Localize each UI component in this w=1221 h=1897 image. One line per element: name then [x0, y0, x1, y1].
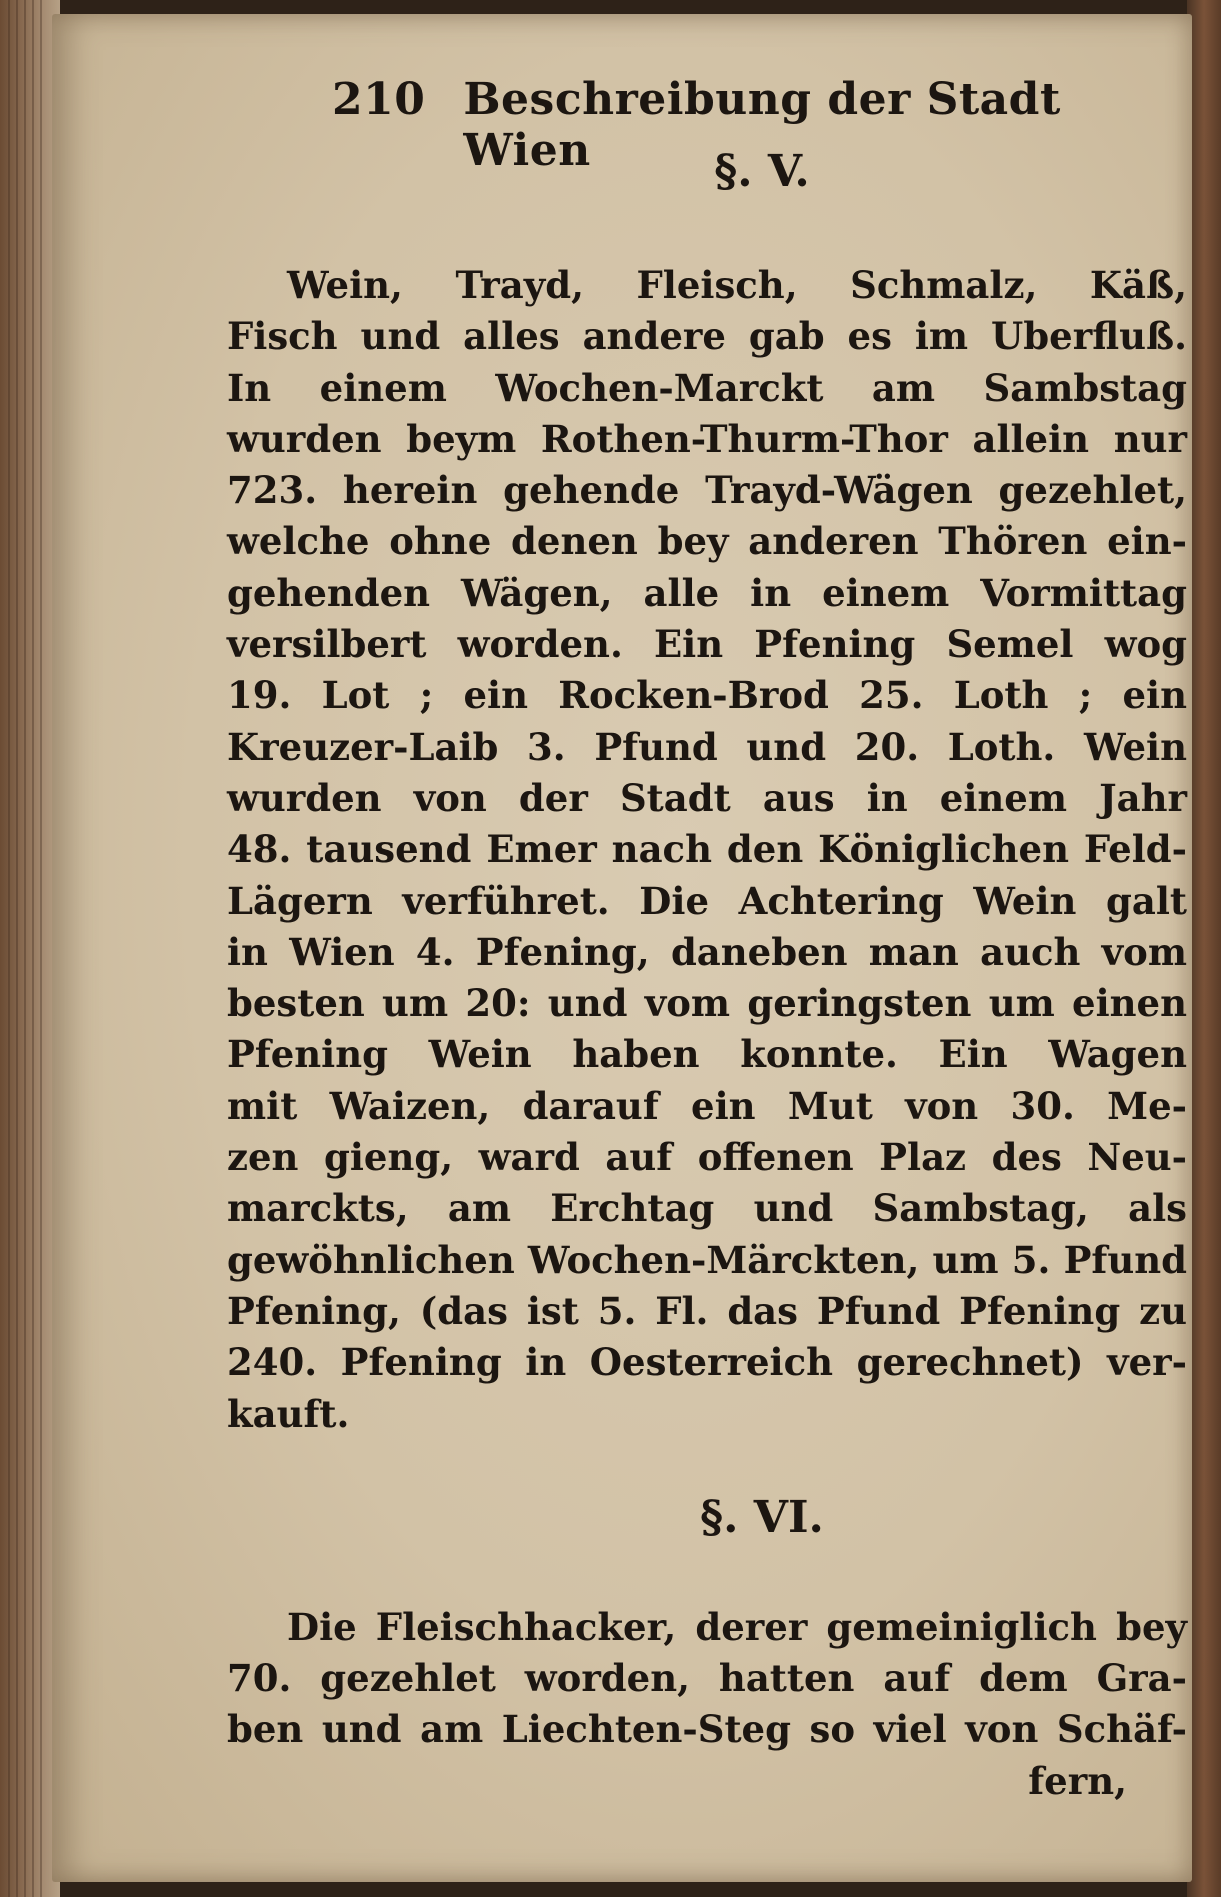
text-line: 723. herein gehende Trayd-Wägen gezehlet, [227, 468, 1187, 513]
text-line: Wein, Trayd, Fleisch, Schmalz, Käß, [287, 263, 1187, 307]
text-line: Kreuzer-Laib 3. Pfund und 20. Loth. Wein [227, 724, 1187, 769]
text-line: Die Fleischhacker, derer gemeiniglich bey [287, 1604, 1187, 1649]
paragraph-section-vi [227, 1602, 1187, 1807]
text-line: Fisch und alles andere gab es im Uberfluß. [227, 314, 1187, 359]
text-line: In einem Wochen-Marckt am Sambstag [227, 365, 1187, 410]
text-line: gehenden Wägen, alle in einem Vormittag [227, 570, 1187, 615]
section-heading-v: §. V. [714, 146, 810, 197]
text-line: 48. tausend Emer nach den Königlichen Feld- [227, 827, 1187, 872]
text-line: mit Waizen, darauf ein Mut von 30. Me- [227, 1083, 1187, 1128]
text-line: 240. Pfening in Oesterreich gerechnet) ver- [227, 1340, 1187, 1385]
running-title: Beschreibung der Stadt Wien [463, 74, 1061, 176]
text-line: Pfening, (das ist 5. Fl. das Pfund Pfening zu [227, 1288, 1187, 1333]
text-line: 70. gezehlet worden, hatten auf dem Gra- [227, 1656, 1187, 1701]
text-line: Lägern verführet. Die Achtering Wein galt [227, 878, 1187, 923]
text-line: ben und am Liechten-Steg so viel von Schäf- [227, 1707, 1187, 1752]
text-line: versilbert worden. Ein Pfening Semel wog [227, 622, 1187, 667]
text-line: welche ohne denen bey anderen Thören ein- [227, 519, 1187, 564]
page [52, 14, 1192, 1882]
book-cover-edge [1187, 0, 1221, 1897]
text-line: gewöhnlichen Wochen-Märckten, um 5. Pfund [227, 1237, 1187, 1282]
catchword: fern, [1028, 1758, 1127, 1803]
running-header [332, 74, 1187, 176]
text-line: zen gieng, ward auf offenen Plaz des Neu- [227, 1135, 1187, 1180]
text-line: kauft. [227, 1391, 350, 1436]
text-block [227, 74, 1187, 1807]
page-number: 210 [332, 74, 426, 125]
text-line: besten um 20: und vom geringsten um einen [227, 981, 1187, 1026]
text-line: wurden von der Stadt aus in einem Jahr [227, 775, 1187, 820]
text-line: marckts, am Erchtag und Sambstag, als [227, 1186, 1187, 1231]
text-line: Pfening Wein haben konnte. Ein Wagen [227, 1032, 1187, 1077]
paragraph-section-v [227, 260, 1187, 1440]
text-line: 19. Lot ; ein Rocken-Brod 25. Loth ; ein [227, 673, 1187, 718]
section-heading-vi: §. VI. [700, 1491, 824, 1543]
book-gutter-edge [0, 0, 60, 1897]
text-line: wurden beym Rothen-Thurm-Thor allein nur [227, 416, 1187, 461]
text-line: in Wien 4. Pfening, daneben man auch vom [227, 929, 1187, 974]
